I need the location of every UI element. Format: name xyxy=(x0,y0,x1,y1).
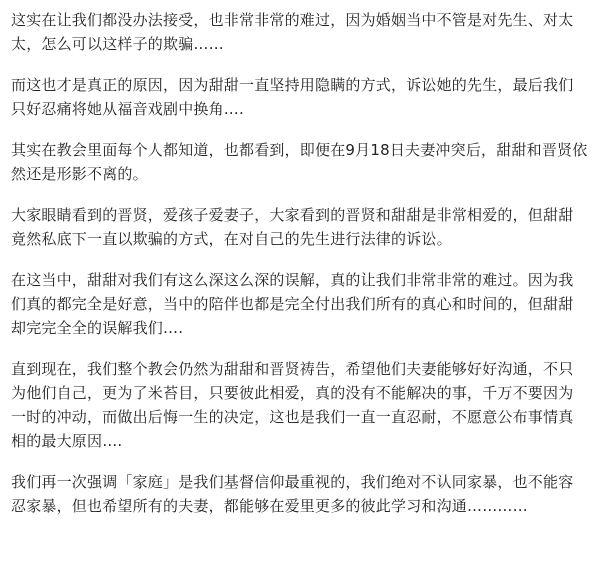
paragraph-6: 直到现在，我们整个教会仍然为甜甜和晋贤祷告，希望他们夫妻能够好好沟通，不只为他们自己，更为了米苔目，只要彼此相爱，真的没有不能解决的事，千万不要因为一时的冲动，而做出后悔一生的决定，这也是我们一直一直忍耐，不愿意公布事情真相的最大原因…. xyxy=(11,360,574,450)
paragraph-5: 在这当中，甜甜对我们有这么深这么深的误解，真的让我们非常非常的难过。因为我们真的都完全是好意，当中的陪伴也都是完全付出我们所有的真心和时间的，但甜甜却完完全全的误解我们…. xyxy=(11,271,574,337)
paragraph-2: 而这也才是真正的原因，因为甜甜一直坚持用隐瞒的方式，诉讼她的先生，最后我们只好忍痛将她从福音戏剧中换角…. xyxy=(11,76,574,118)
paragraph-4: 大家眼睛看到的晋贤，爱孩子爱妻子，大家看到的晋贤和甜甜是非常相爱的，但甜甜竟然私底下一直以欺骗的方式，在对自己的先生进行法律的诉讼。 xyxy=(11,206,574,248)
paragraph-3: 其实在教会里面每个人都知道，也都看到，即便在9月18日夫妻冲突后，甜甜和晋贤依然还是形影不离的。 xyxy=(11,141,588,183)
paragraph-1: 这实在让我们都没办法接受，也非常非常的难过，因为婚姻当中不管是对先生、对太太，怎么可以这样子的欺骗…… xyxy=(11,11,574,53)
paragraph-7: 我们再一次强调「家庭」是我们基督信仰最重视的，我们绝对不认同家暴，也不能容忍家暴，但也希望所有的夫妻，都能够在爱里更多的彼此学习和沟通………… xyxy=(11,473,574,515)
